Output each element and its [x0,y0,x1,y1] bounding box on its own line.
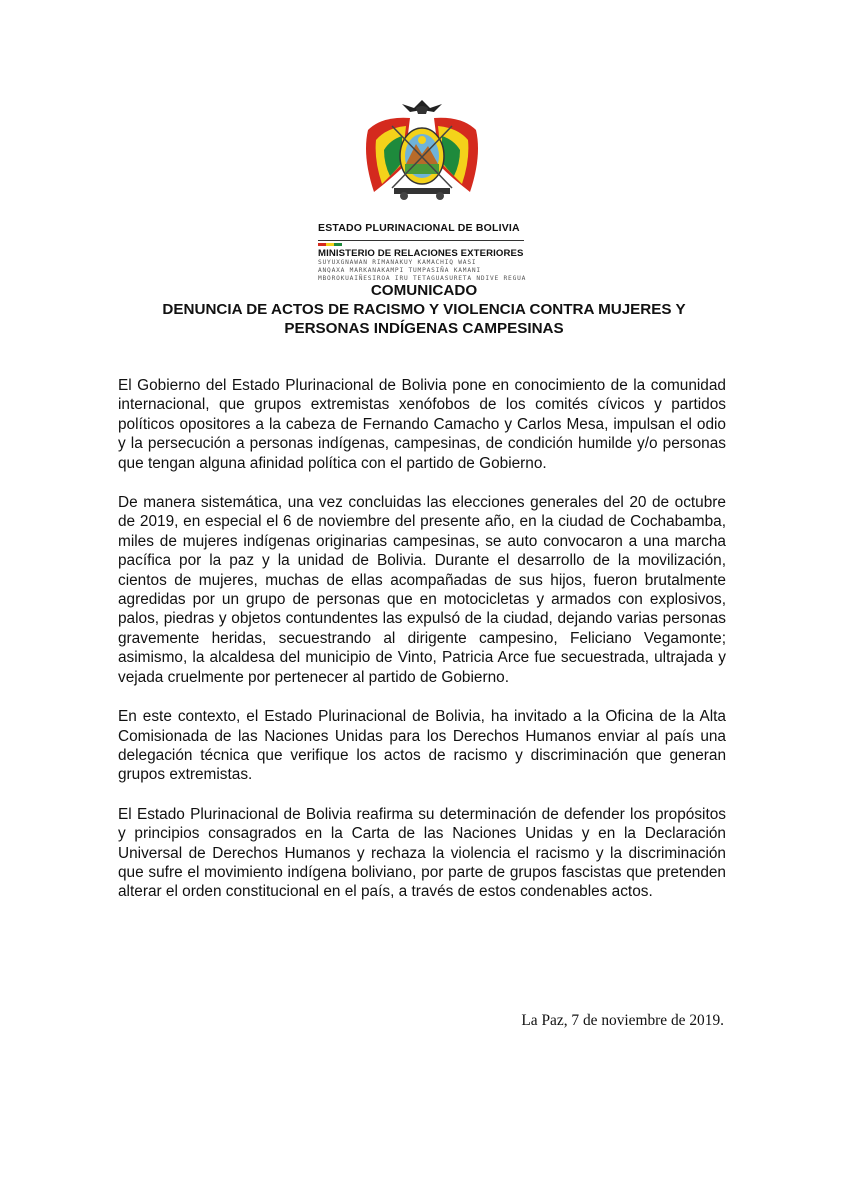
document-body [118,376,726,922]
letterhead [318,222,530,283]
paragraph: De manera sistemática, una vez concluidas las elecciones generales del 20 de octubre de 2019, en especial el 6 de noviembre del presente año, en la ciudad de Cochabamba, miles de mujeres indígenas originarias campesinas, se auto convocaron a una marcha pacífica por la paz y la unidad de Bolivia. Durante el desarrollo de la movilización, cientos de mujeres, muchas de ellas acompañadas de sus hijos, fueron brutalmente agredidas por un grupo de personas que en motocicletas y armados con explosivos, palos, piedras y objetos contundentes las expulsó de la ciudad, dejando varias personas gravemente heridas, secuestrando al dirigente campesino, Feliciano Vegamonte; asimismo, la alcaldesa del municipio de Vinto, Patricia Arce fue secuestrada, ultrajada y vejada cruelmente por pertenecer al partido de Gobierno. [118,494,726,686]
state-name: ESTADO PLURINACIONAL DE BOLIVIA [318,222,520,234]
document-title-line2: PERSONAS INDÍGENAS CAMPESINAS [284,320,564,337]
ministry-name-aymara: ANQAXA MARKANAKAMPI TUMPASIÑA KAMANI [318,267,481,274]
document-title-line1: DENUNCIA DE ACTOS DE RACISMO Y VIOLENCIA CONTRA MUJERES Y [162,301,686,318]
tricolor-mark [318,243,342,246]
document-heading [80,281,768,338]
document-label: COMUNICADO [370,282,478,299]
ministry-name: MINISTERIO DE RELACIONES EXTERIORES [318,248,524,259]
coat-of-arms-emblem [352,96,492,216]
paragraph: En este contexto, el Estado Plurinacional de Bolivia, ha invitado a la Oficina de la Alta Comisionada de las Naciones Unidas para los Derechos Humanos enviar al país una delegación técnica que verifique los actos de racismo y discriminación que generan grupos extremistas. [118,708,726,784]
coat-of-arms-icon [352,96,492,216]
paragraph: El Gobierno del Estado Plurinacional de Bolivia pone en conocimiento de la comunidad internacional, que grupos extremistas xenófobos de los comités cívicos y partidos políticos opositores a la cabeza de Fernando Camacho y Carlos Mesa, impulsan el odio y la persecución a personas indígenas, campesinas, de condición humilde y/o personas que tengan alguna afinidad política con el partido de Gobierno. [118,377,726,472]
paragraph: El Estado Plurinacional de Bolivia reafirma su determinación de defender los propósitos y principios consagrados en la Carta de las Naciones Unidas y en la Declaración Universal de Derechos Humanos y rechaza la violencia el racismo y la discriminación que sufre el movimiento indígena boliviano, por parte de grupos fascistas que pretenden alterar el orden constitucional en el país, a través de estos condenables actos. [118,805,726,901]
ministry-name-guarani: MBOROKUAIÑESIROA IRU TETAGUASURETA NDIVE REGUA [318,275,527,282]
place-date-signoff: La Paz, 7 de noviembre de 2019. [521,1012,724,1029]
letterhead-divider [318,240,524,241]
ministry-name-quechua: SUYUXGNAWAN RIMANAKUY KAMACHIQ WASI [318,259,477,266]
